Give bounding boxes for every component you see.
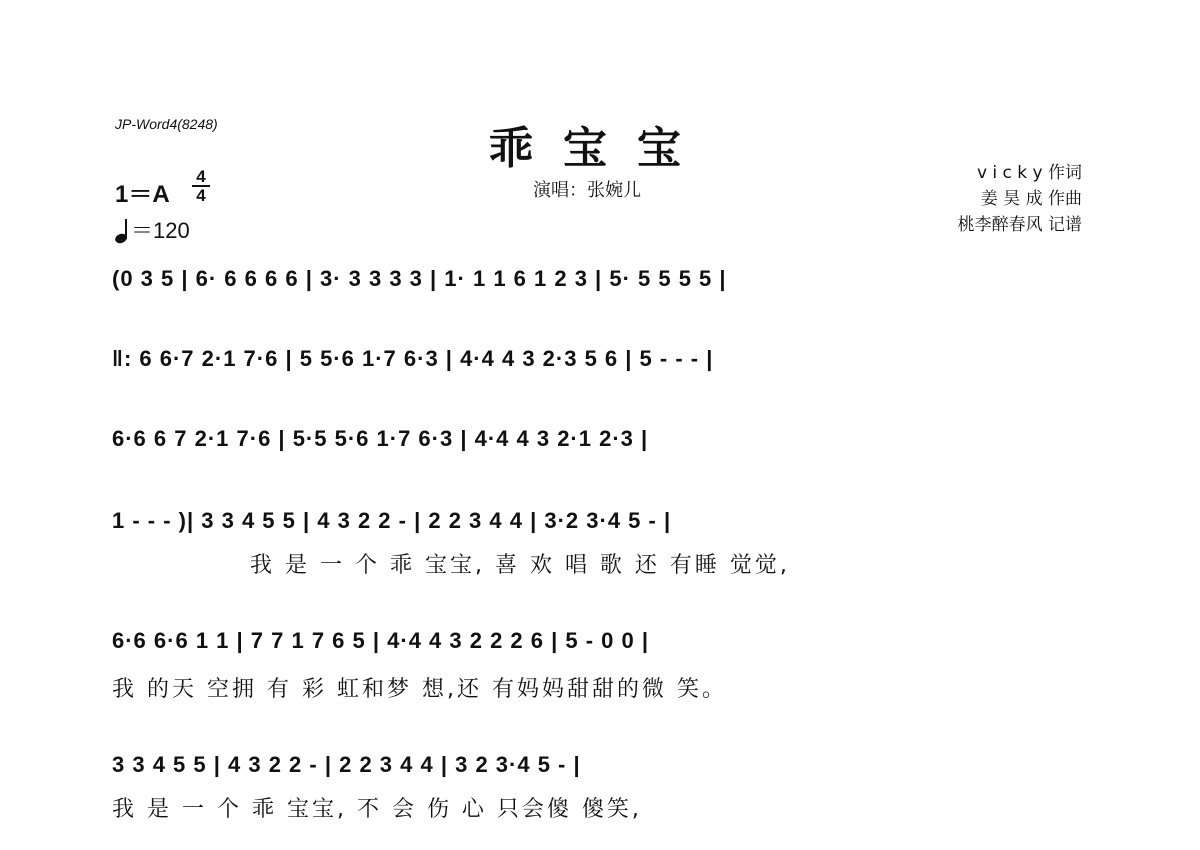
lyric-row-5: 我 的天 空拥 有 彩 虹和梦 想,还 有妈妈甜甜的微 笑。 <box>112 677 727 702</box>
time-signature <box>192 168 210 204</box>
singer-credit: 演唱：张婉儿 <box>533 180 641 201</box>
score-row-2: ‖: 6 6·7 2·1 7·6 | 5 5·6 1·7 6·3 | 4·4 4 3 2·3 5 6 | 5 - - - | <box>112 346 714 371</box>
score-row-6: 3 3 4 5 5 | 4 3 2 2 - | 2 2 3 4 4 | 3 2 3·4 5 - | <box>112 752 581 777</box>
composer-credit: 姜 昊 成 作曲 <box>980 189 1082 209</box>
score-row-1: (0 3 5 | 6· 6 6 6 6 | 3· 3 3 3 3 | 1· 1 1 6 1 2 3 | 5· 5 5 5 5 | <box>112 266 727 291</box>
lyricist-credit: v i c k y 作词 <box>976 163 1082 183</box>
transcriber-credit: 桃李醉春风 记谱 <box>957 215 1082 235</box>
quarter-note-icon <box>115 221 131 245</box>
time-signature-bottom: 4 <box>196 186 206 205</box>
credits <box>958 160 1082 238</box>
watermark: JP-Word4(8248) <box>115 116 218 132</box>
score-row-5: 6·6 6·6 1 1 | 7 7 1 7 6 5 | 4·4 4 3 2 2 2 6 | 5 - 0 0 | <box>112 628 650 653</box>
tempo-value: ＝120 <box>131 218 190 243</box>
time-signature-top: 4 <box>196 167 206 186</box>
score-row-4: 1 - - - )| 3 3 4 5 5 | 4 3 2 2 - | 2 2 3 4 4 | 3·2 3·4 5 - | <box>112 508 672 533</box>
tempo-marking <box>115 214 190 245</box>
key-signature: 1＝A <box>115 181 170 208</box>
lyric-row-4: 我 是 一 个 乖 宝宝, 喜 欢 唱 歌 还 有睡 觉觉, <box>250 553 790 578</box>
song-title: 乖宝宝 <box>489 123 711 174</box>
lyric-row-6: 我 是 一 个 乖 宝宝, 不 会 伤 心 只会傻 傻笑, <box>112 797 642 822</box>
score-row-3: 6·6 6 7 2·1 7·6 | 5·5 5·6 1·7 6·3 | 4·4 4 3 2·1 2·3 | <box>112 426 649 451</box>
